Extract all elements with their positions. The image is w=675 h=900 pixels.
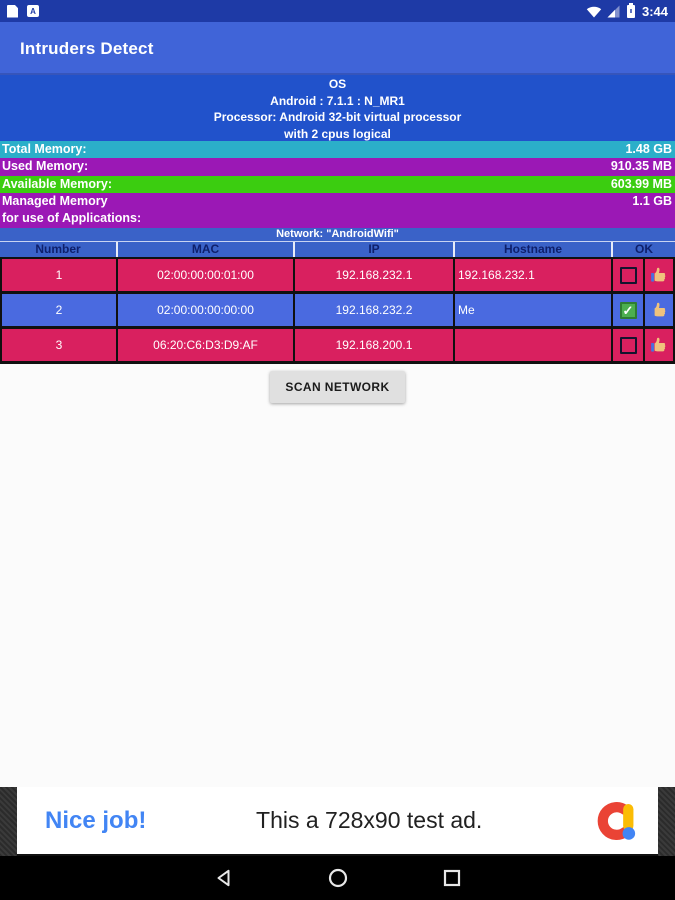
os-version-line: Android : 7.1.1 : N_MR1: [270, 93, 405, 108]
home-icon[interactable]: [326, 866, 350, 890]
ad-body-text[interactable]: This a 728x90 test ad.: [256, 807, 483, 833]
cell-ok: [613, 329, 645, 361]
managed-memory-value: 1.1 GB: [632, 194, 672, 208]
total-memory-value: 1.48 GB: [625, 142, 672, 156]
thumbs-up-icon[interactable]: [648, 264, 670, 286]
managed-memory-label: Managed Memory for use of Applications:: [2, 194, 142, 225]
total-memory-row: [0, 141, 675, 158]
clock: 3:44: [641, 3, 668, 19]
cpu-line: with 2 cpus logical: [284, 126, 391, 141]
used-memory-row: [0, 158, 675, 176]
total-memory-label: Total Memory:: [2, 142, 87, 156]
cell-mac: 06:20:C6:D3:D9:AF: [118, 329, 295, 361]
app-bar: [0, 22, 675, 75]
android-navigation-bar: [0, 856, 675, 900]
table-header: [0, 241, 675, 257]
test-ad[interactable]: [17, 787, 658, 856]
table-row: [0, 294, 675, 329]
header-ok: OK: [635, 242, 653, 256]
cell-number: 2: [2, 294, 118, 326]
signal-icon: [607, 5, 620, 18]
recents-icon[interactable]: [440, 866, 464, 890]
thumbs-up-icon[interactable]: [648, 334, 670, 356]
cell-ok: [613, 259, 645, 291]
processor-line: Processor: Android 32-bit virtual processor: [213, 110, 462, 124]
managed-memory-row: [0, 193, 675, 228]
ok-checkbox[interactable]: [620, 302, 637, 319]
file-notification-icon: [7, 5, 18, 18]
cell-mac: 02:00:00:00:01:00: [118, 259, 295, 291]
table-row: [0, 259, 675, 294]
available-memory-row: [0, 176, 675, 193]
admob-logo-icon: [592, 795, 644, 847]
back-icon[interactable]: [212, 866, 236, 890]
header-number: Number: [0, 242, 118, 257]
cell-mac: 02:00:00:00:00:00: [118, 294, 295, 326]
scan-network-button[interactable]: SCAN NETWORK: [270, 371, 404, 403]
battery-icon: [627, 5, 635, 18]
cell-hostname: 192.168.232.1: [455, 259, 613, 291]
cell-like: [645, 329, 675, 361]
header-ip: IP: [295, 242, 455, 257]
cell-like: [645, 294, 675, 326]
app-badge-icon: A: [27, 5, 39, 17]
main-content-area: [0, 364, 675, 787]
used-memory-label: Used Memory:: [2, 159, 89, 173]
os-info-panel: [0, 75, 675, 141]
network-name-bar: Network: "AndroidWifi": [0, 228, 675, 241]
used-memory-value: 910.35 MB: [610, 159, 672, 173]
available-memory-value: 603.99 MB: [610, 177, 672, 191]
header-mac: MAC: [118, 242, 295, 257]
cell-hostname: [455, 329, 613, 361]
cell-ip: 192.168.200.1: [295, 329, 455, 361]
thumbs-up-icon[interactable]: [648, 299, 670, 321]
ad-right-gutter: [658, 787, 675, 856]
cell-ok: [613, 294, 645, 326]
status-bar-notifications: [7, 5, 39, 18]
cell-ip: 192.168.232.1: [295, 259, 455, 291]
cell-number: 3: [2, 329, 118, 361]
wifi-icon: [586, 5, 602, 18]
table-row: [0, 329, 675, 364]
status-bar-system-icons: [586, 4, 668, 19]
header-hostname: Hostname: [455, 242, 613, 257]
cell-number: 1: [2, 259, 118, 291]
ad-banner[interactable]: [0, 787, 675, 856]
status-bar: [0, 0, 675, 22]
cell-hostname: Me: [455, 294, 613, 326]
available-memory-label: Available Memory:: [2, 177, 112, 191]
ok-checkbox[interactable]: [620, 267, 637, 284]
os-line: OS: [328, 77, 347, 91]
page-title: Intruders Detect: [20, 38, 154, 58]
cell-like: [645, 259, 675, 291]
ad-left-gutter: [0, 787, 17, 856]
ok-checkbox[interactable]: [620, 337, 637, 354]
cell-ip: 192.168.232.2: [295, 294, 455, 326]
ad-headline[interactable]: Nice job!: [45, 806, 147, 834]
device-table: [0, 257, 675, 364]
